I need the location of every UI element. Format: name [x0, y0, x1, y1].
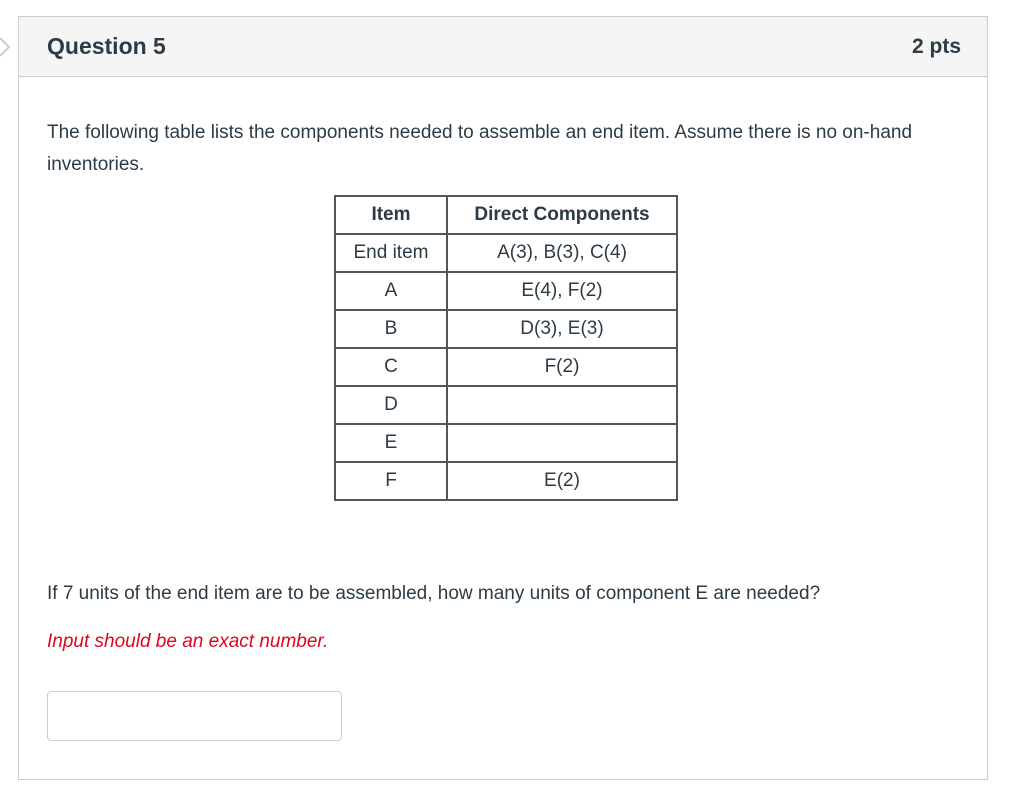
- question-prompt: If 7 units of the end item are to be assembled, how many units of component E are needed?: [47, 583, 821, 604]
- components-cell: E(4), F(2): [447, 272, 677, 310]
- components-cell: [447, 424, 677, 462]
- answer-input[interactable]: [47, 691, 342, 741]
- item-cell: D: [335, 386, 447, 424]
- table-row: [335, 310, 677, 348]
- components-cell: D(3), E(3): [447, 310, 677, 348]
- header-direct-components: Direct Components: [447, 196, 677, 234]
- table-row: [335, 424, 677, 462]
- components-cell: [447, 386, 677, 424]
- question-header: [19, 17, 987, 77]
- table-row: [335, 348, 677, 386]
- question-points: 2 pts: [911, 35, 961, 58]
- table-header-row: [335, 196, 677, 234]
- item-cell: A: [335, 272, 447, 310]
- question-card: [18, 16, 988, 780]
- item-cell: C: [335, 348, 447, 386]
- table-row: [335, 386, 677, 424]
- components-cell: F(2): [447, 348, 677, 386]
- question-title: Question 5: [47, 33, 166, 59]
- components-table: [334, 195, 678, 501]
- item-cell: E: [335, 424, 447, 462]
- item-cell: F: [335, 462, 447, 500]
- item-cell: B: [335, 310, 447, 348]
- item-cell: End item: [335, 234, 447, 272]
- components-cell: E(2): [447, 462, 677, 500]
- table-row: [335, 272, 677, 310]
- table-row: [335, 462, 677, 500]
- chevron-right-icon[interactable]: [0, 36, 12, 58]
- components-cell: A(3), B(3), C(4): [447, 234, 677, 272]
- input-hint: Input should be an exact number.: [47, 631, 329, 652]
- table-row: [335, 234, 677, 272]
- header-item: Item: [335, 196, 447, 234]
- question-intro-text: The following table lists the components needed to assemble an end item. Assume there is no on-hand inventories.: [47, 122, 913, 175]
